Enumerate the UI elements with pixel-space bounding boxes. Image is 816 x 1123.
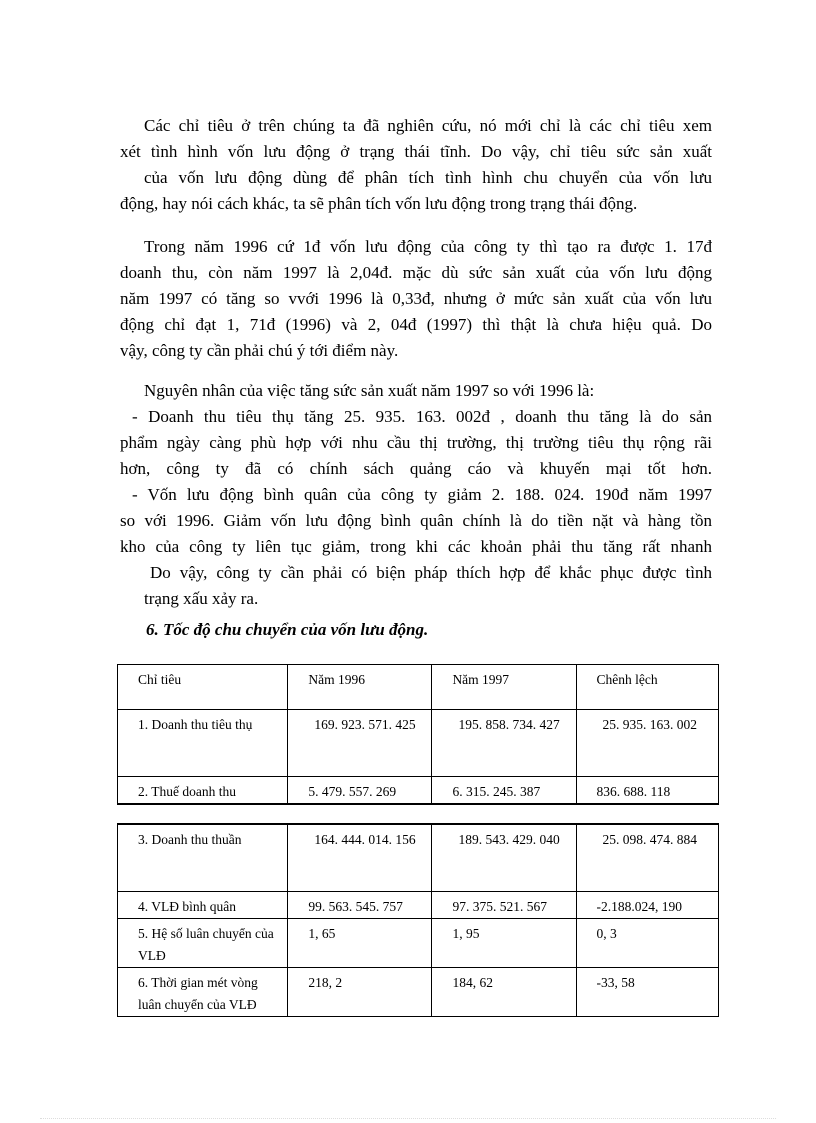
row-label: 1. Doanh thu tiêu thụ <box>118 710 288 777</box>
page-bottom-divider <box>40 1118 776 1119</box>
blank-row <box>118 804 719 824</box>
row-label: 5. Hệ số luân chuyển của VLĐ <box>118 919 288 968</box>
header-cell: Năm 1996 <box>288 665 432 710</box>
table-header-row <box>118 665 719 710</box>
cell-1996: 5. 479. 557. 269 <box>288 777 432 805</box>
cell-difference: 836. 688. 118 <box>576 777 719 805</box>
cell-difference: -2.188.024, 190 <box>576 892 719 919</box>
cell-1996 <box>288 824 432 892</box>
cell-1996: 99. 563. 545. 757 <box>288 892 432 919</box>
cell-value: 25. 935. 163. 002 <box>602 717 697 732</box>
paragraph-causes <box>120 378 712 612</box>
text-line: xét tình hình vốn lưu động ở trạng thái tĩnh. Do vậy, chỉ tiêu sức sản xuất <box>120 142 712 161</box>
text-line: so với 1996. Giảm vốn lưu động bình quân chính là do tiền nặt và hàng tồn <box>120 511 712 530</box>
row-label: 6. Thời gian mét vòng luân chuyển của VLĐ <box>118 968 288 1017</box>
cell-1997: 184, 62 <box>432 968 576 1017</box>
cell-value: 164. 444. 014. 156 <box>314 832 416 847</box>
text-line: hơn, công ty đã có chính sách quảng cáo và khuyến mại tốt hơn. <box>120 459 712 478</box>
text-line: Do vậy, công ty cần phải có biện pháp thích hợp để khắc phục được tình <box>150 563 712 582</box>
cell-1996: 1, 65 <box>288 919 432 968</box>
cell-value: 195. 858. 734. 427 <box>458 717 560 732</box>
table-row <box>118 892 719 919</box>
text-line: của vốn lưu động dùng để phân tích tình hình chu chuyển của vốn lưu <box>144 168 712 187</box>
text-line: doanh thu, còn năm 1997 là 2,04đ. mặc dù sức sản xuất của vốn lưu động <box>120 263 712 282</box>
text-line: động, hay nói cách khác, ta sẽ phân tích vốn lưu động trong trạng thái động. <box>120 194 638 213</box>
text-line: - Vốn lưu động bình quân của công ty giảm 2. 188. 024. 190đ năm 1997 <box>132 485 712 504</box>
text-line: - Doanh thu tiêu thụ tăng 25. 935. 163. 002đ , doanh thu tăng là do sản <box>132 407 712 426</box>
cell-difference: 0, 3 <box>576 919 719 968</box>
cell-value: 169. 923. 571. 425 <box>314 717 416 732</box>
text-line: phẩm ngày càng phù hợp với nhu cầu thị trường, thị trường tiêu thụ rộng rãi <box>120 433 712 452</box>
cell-difference <box>576 710 719 777</box>
table-row <box>118 968 719 1017</box>
cell-1996 <box>288 710 432 777</box>
cell-1997 <box>432 824 576 892</box>
paragraph-static-analysis <box>120 113 712 217</box>
cell-value: 25. 098. 474. 884 <box>602 832 697 847</box>
header-cell: Chỉ tiêu <box>118 665 288 710</box>
table-row <box>118 710 719 777</box>
row-label: 2. Thuế doanh thu <box>118 777 288 805</box>
text-line: kho của công ty liên tục giảm, trong khi các khoản phải thu tăng rất nhanh <box>120 537 712 556</box>
table-row <box>118 824 719 892</box>
cell-value: 189. 543. 429. 040 <box>458 832 560 847</box>
header-cell: Chênh lệch <box>576 665 719 710</box>
text-line: trạng xấu xảy ra. <box>144 589 259 608</box>
text-line: Các chỉ tiêu ở trên chúng ta đã nghiên cứu, nó mới chỉ là các chỉ tiêu xem <box>144 116 712 135</box>
text-line: Nguyên nhân của việc tăng sức sản xuất năm 1997 so với 1996 là: <box>144 381 595 400</box>
capital-turnover-table <box>117 664 719 1017</box>
text-line: Trong năm 1996 cứ 1đ vốn lưu động của công ty thì tạo ra được 1. 17đ <box>144 237 712 256</box>
text-line: động chỉ đạt 1, 71đ (1996) và 2, 04đ (1997) thì thật là chưa hiệu quả. Do <box>120 315 712 334</box>
cell-1997: 6. 315. 245. 387 <box>432 777 576 805</box>
cell-1997: 1, 95 <box>432 919 576 968</box>
table-row <box>118 919 719 968</box>
section-heading: 6. Tốc độ chu chuyển của vốn lưu động. <box>146 620 429 639</box>
table-row <box>118 777 719 805</box>
cell-1997: 97. 375. 521. 567 <box>432 892 576 919</box>
row-label: 4. VLĐ bình quân <box>118 892 288 919</box>
cell-1996: 218, 2 <box>288 968 432 1017</box>
text-line: năm 1997 có tăng so vvới 1996 là 0,33đ, nhưng ở mức sản xuất của vốn lưu <box>120 289 712 308</box>
paragraph-productivity <box>120 234 712 364</box>
cell-difference <box>576 824 719 892</box>
text-line: vậy, công ty cần phải chú ý tới điểm này. <box>120 341 399 360</box>
cell-difference: -33, 58 <box>576 968 719 1017</box>
header-cell: Năm 1997 <box>432 665 576 710</box>
row-label: 3. Doanh thu thuần <box>118 824 288 892</box>
cell-1997 <box>432 710 576 777</box>
